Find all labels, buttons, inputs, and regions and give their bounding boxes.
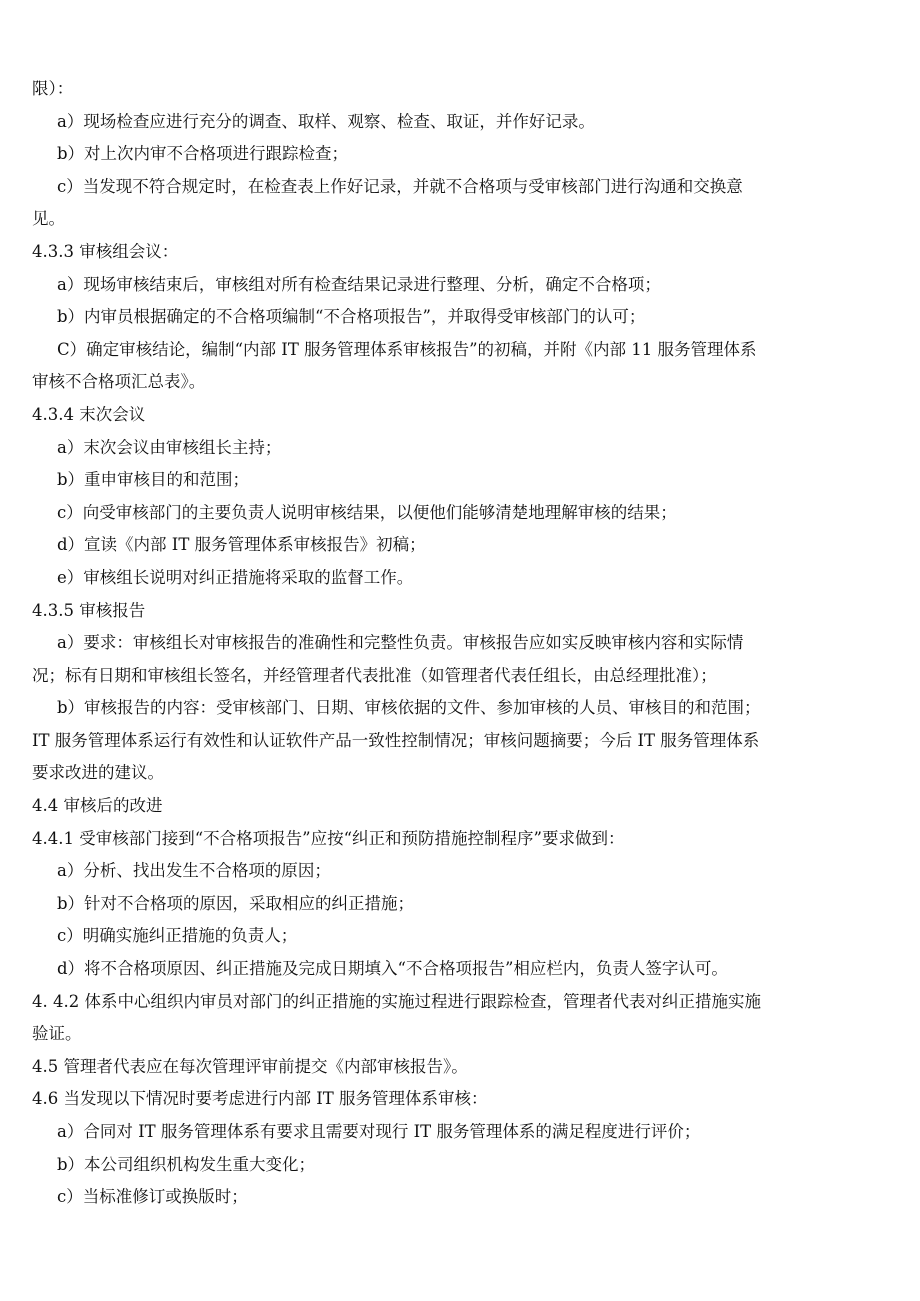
list-item: a）分析、找出发生不合格项的原因； xyxy=(57,861,331,881)
text-line: 审核不合格项汇总表》。 xyxy=(32,372,206,392)
list-item: b）审核报告的内容：受审核部门、日期、审核依据的文件、参加审核的人员、审核目的和范围； xyxy=(57,698,761,718)
list-item: d）将不合格项原因、纠正措施及完成日期填入“不合格项报告”相应栏内，负责人签字认可。 xyxy=(57,959,728,979)
section-heading: 4.4 审核后的改进 xyxy=(32,796,163,816)
list-item: b）内审员根据确定的不合格项编制“不合格项报告”，并取得受审核部门的认可； xyxy=(57,307,646,327)
list-item: a）末次会议由审核组长主持； xyxy=(57,437,282,457)
section-heading: 4.4.1 受审核部门接到“不合格项报告”应按“纠正和预防措施控制程序”要求做到： xyxy=(32,828,625,848)
section-heading: 4.6 当发现以下情况时要考虑进行内部 IT 服务管理体系审核： xyxy=(32,1089,488,1109)
list-item: d）宣读《内部 IT 服务管理体系审核报告》初稿； xyxy=(57,535,426,555)
list-item: c）当标准修订或换版时； xyxy=(57,1187,248,1207)
text-line: 要求改进的建议。 xyxy=(32,763,164,783)
text-line: 限）： xyxy=(32,79,74,98)
text-line: 况；标有日期和审核组长签名，并经管理者代表批准（如管理者代表任组长，由总经理批准）； xyxy=(32,665,717,685)
section-heading: 4.3.5 审核报告 xyxy=(32,600,146,620)
list-item: b）针对不合格项的原因，采取相应的纠正措施； xyxy=(57,893,415,913)
list-item: b）本公司组织机构发生重大变化； xyxy=(57,1154,316,1174)
list-item: b）重申审核目的和范围； xyxy=(57,470,250,490)
list-item: a）合同对 IT 服务管理体系有要求且需要对现行 IT 服务管理体系的满足程度进行评价； xyxy=(57,1122,701,1141)
section-heading: 4. 4.2 体系中心组织内审员对部门的纠正措施的实施过程进行跟踪检查，管理者代表对纠正措施实施 xyxy=(32,991,761,1011)
text-line: 验证。 xyxy=(32,1024,82,1044)
text-line: 见。 xyxy=(32,209,65,229)
list-item: b）对上次内审不合格项进行跟踪检查； xyxy=(57,144,349,164)
list-item: C）确定审核结论，编制“内部 IT 服务管理体系审核报告”的初稿，并附《内部 11 服务管理体系 xyxy=(57,339,757,359)
section-heading: 4.3.4 末次会议 xyxy=(32,404,146,424)
text-line: IT 服务管理体系运行有效性和认证软件产品一致性控制情况；审核问题摘要；今后 IT 服务管理体系 xyxy=(32,730,760,750)
list-item: a）要求：审核组长对审核报告的准确性和完整性负责。审核报告应如实反映审核内容和实际情 xyxy=(57,633,744,653)
section-heading: 4.5 管理者代表应在每次管理评审前提交《内部审核报告》。 xyxy=(32,1056,468,1076)
list-item: a）现场检查应进行充分的调查、取样、观察、检查、取证，并作好记录。 xyxy=(57,111,595,131)
list-item: c）明确实施纠正措施的负责人； xyxy=(57,926,298,946)
list-item: c）当发现不符合规定时，在检查表上作好记录，并就不合格项与受审核部门进行沟通和交换意 xyxy=(57,176,743,196)
list-item: c）向受审核部门的主要负责人说明审核结果，以便他们能够清楚地理解审核的结果； xyxy=(57,502,677,522)
section-heading: 4.3.3 审核组会议： xyxy=(32,241,179,261)
list-item: e）审核组长说明对纠正措施将采取的监督工作。 xyxy=(57,567,414,587)
list-item: a）现场审核结束后，审核组对所有检查结果记录进行整理、分析，确定不合格项； xyxy=(57,274,661,294)
